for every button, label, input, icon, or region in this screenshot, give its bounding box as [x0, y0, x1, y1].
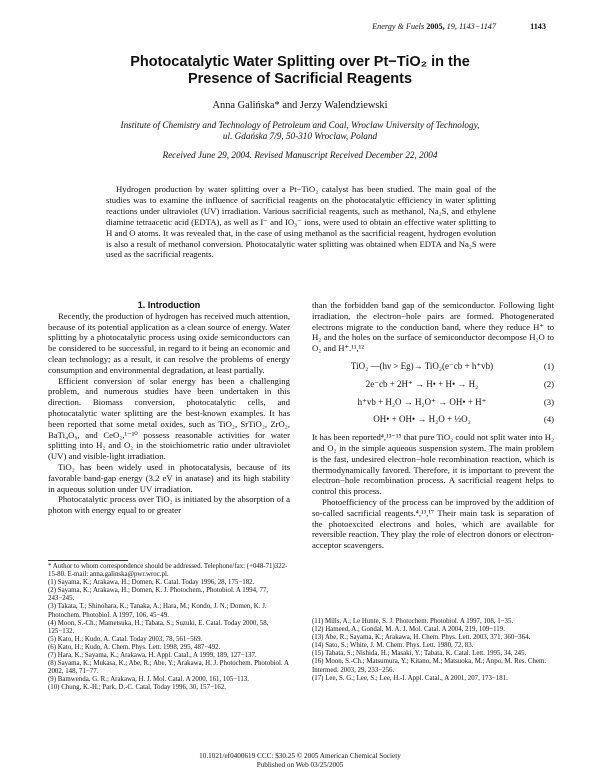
footnote: (14) Sato, S.; White, J. M. Chem. Phys. Lett. 1980, 72, 83. — [312, 642, 474, 650]
left-column — [48, 300, 290, 516]
footnote: (6) Kato, H.; Kudo, A. Chem. Phys. Lett. 1998, 295, 487−492. — [48, 643, 221, 651]
paragraph: Photoefficiency of the process can be improved by the addition of so-called sacrificial reagents.⁴,¹³,¹⁷ Their main task is separation of the photoexcited electrons and holes, which are available for reversible reaction. They play the role of electron donors or electron-acceptor scavengers. — [312, 496, 554, 551]
paragraph: TiO₂ has been widely used in photocatalysis, because of its favorable band-gap energy (3.2 eV in anatase) and its high stability in aqueous solution under UV irradiation. — [48, 461, 290, 494]
footnote: (7) Hara, K.; Sayama, K.; Arakawa, H. Appl. Catal., A 1999, 189, 127−137. — [48, 652, 257, 660]
paragraph: Efficient conversion of solar energy has been a challenging problem, and numerous studies have been undertaken in this direction. Biomass conversion, photocatalytic cells, and photocatalytic water splitting are the best-known examples. It has been reported that some metal oxides, such as TiO₂, SrTiO₂, ZrO₂, BaTi₄O₉, and CeO₂,¹⁻¹⁰ possess reasonable activities for water splitting into H₂ and O₂ in the stoichiometric ratio under ultraviolet (UV) and visible-light irradiation. — [48, 375, 290, 462]
running-header: Energy & Fuels 2005, 19, 1143−1147 — [372, 22, 496, 31]
footnote-rule — [48, 560, 128, 561]
equation: h⁺vb + H₂O → H₂O⁺ → OH• + H⁺ (3) — [357, 396, 554, 407]
footnote: (8) Sayama, K.; Mukasa, K.; Abe, R.; Abe, Y.; Arakawa, H. J. Photochem. Photobiol. A 2002, 148, 71−77. — [48, 660, 289, 676]
footnotes-right — [312, 618, 554, 683]
paragraph: than the forbidden band gap of the semiconductor. Following light irradiation, the electron−hole pairs are formed. Photogenerated electrons migrate to the conduction band, where they reduce H⁺ to H₂ and the holes on the surface of semiconductor decompose H₂O to O₂ and H⁺.¹¹,¹² — [312, 300, 554, 354]
authors: Anna Galińska* and Jerzy Walendziewski — [212, 100, 388, 111]
paragraph: Recently, the production of hydrogen has received much attention, because of its potential application as a clean source of energy. Water splitting by a photocatalytic process using oxide semiconductors can be considered to be successful, in regard to it being an economic and clean technology; as a result, it can resolve the problems of energy consumption and environmental degradation, at least partially. — [48, 310, 290, 375]
footnote: (16) Moon, S.-Ch.; Matsumura, Y.; Kitano, M.; Matsuoka, M.; Anpo, M. Res. Chem. Intermed. 2003, 29, 233−256. — [312, 658, 547, 674]
footnote: (13) Abe, R.; Sayama, K.; Arakawa, H. Chem. Phys. Lett. 2003, 371, 360−364. — [312, 634, 531, 642]
page-number: 1143 — [530, 22, 546, 31]
footnote: (5) Kato, H.; Kudo, A. Catal. Today 2003, 78, 561−569. — [48, 635, 203, 643]
footnote: (4) Moon, S.-Ch.; Mametsuka, H.; Tabata, S.; Suzuki, E. Catal. Today 2000, 58, 125−132. — [48, 619, 269, 635]
footnote: (3) Takata, T.; Shinohara, K.; Tanaka, A.; Hara, M.; Kondo, J. N.; Domen, K. J. Photochem. Photobiol. A 1997, 106, 45−49. — [48, 603, 267, 619]
section-heading: 1. Introduction — [137, 300, 201, 310]
footnote: (9) Bamwenda, G. R.; Arakawa, H. J. Mol. Catal. A 2000, 161, 105−113. — [48, 676, 249, 684]
affiliation: Institute of Chemistry and Technology of Petroleum and Coal, Wroclaw University of Technology, ul. Gdańska 7/9, 50-310 Wroclaw, Poland — [120, 120, 480, 141]
footnote: * Author to whom correspondence should be addressed. Telephone/fax: (+048-71)322-15-80. E-mail: anna.galinska@pwr.wroc.pl. — [48, 563, 288, 579]
footnote: (1) Sayama, K.; Arakawa, H.; Domen, K. Catal. Today 1996, 28, 175−182. — [48, 579, 255, 587]
footnote: (17) Lee, S. G.; Lee, S.; Lee, H.-I. Appl. Catal., A 2001, 207, 173−181. — [312, 674, 508, 682]
footnote: (2) Sayama, K.; Arakawa, H.; Domen, K. J. Photochem., Photobiol. A 1994, 77, 243−245. — [48, 587, 269, 603]
footnotes-left — [48, 563, 290, 693]
equation: OH• + OH• → H₂O + ½O₂ (4) — [373, 414, 554, 425]
page-footer: 10.1021/ef0400619 CCC: $30.25 © 2005 American Chemical Society Published on Web 03/25/2005 — [199, 752, 401, 769]
footnote: (12) Hameed, A.; Gondal, M. A. J. Mol. Catal. A 2004, 219, 109−119. — [312, 626, 505, 634]
received-dates: Received June 29, 2004. Revised Manuscript Received December 22, 2004 — [162, 150, 438, 160]
equation: 2e⁻cb + 2H⁺ → H• + H• → H₂ (2) — [365, 378, 554, 389]
footnote: (11) Mills, A.; Le Hunte, S. J. Photochem. Photobiol. A 1997, 108, 1−35. — [312, 618, 514, 625]
footnote: (15) Tabata, S.; Nishida, H.; Masaki, Y.; Tabata, K. Catal. Lett. 1995, 34, 245. — [312, 650, 527, 658]
paragraph: It has been reported⁴,¹³⁻¹⁵ that pure TiO₂ could not split water into H₂ and O₂ in the simple aqueous suspension system. The main problem is the fast, undesired electron−hole recombination reaction, which is thermodynamically favored. Therefore, it is important to prevent the electron−hole recombination process. A sacrificial reagent helps to control this process. — [312, 432, 554, 497]
right-column — [312, 300, 554, 551]
equation: TiO₂ —(hν > Eg)→ TiO₂(e⁻cb + h⁺vb) (1) — [350, 360, 554, 371]
paragraph: Photocatalytic process over TiO₂ is initiated by the absorption of a photon with energy equal to or greater — [48, 494, 290, 516]
footnote: (10) Chung, K.-H.; Park, D.-C. Catal. Today 1996, 30, 157−162. — [48, 684, 227, 692]
article-title: Photocatalytic Water Splitting over Pt−TiO₂ in the Presence of Sacrificial Reagents — [130, 54, 470, 87]
abstract: Hydrogen production by water splitting over a Pt−TiO₂ catalyst has been studied. The main goal of the studies was to examine the influence of sacrificial reagents on the photocatalytic efficiency in water splitting reactions under ultraviolet (UV) irradiation. Various sacrificial reagents, such as methanol, Na₂S, and ethylene diamine tetraacetic acid (EDTA), as well as I⁻ and IO₃⁻ ions, were used to obtain an effective water splitting to H and O atoms. It was revealed that, in the case of using methanol as the sacrificial reagent, hydrogen evolution is also a result of methanol conversion. Photocatalytic water splitting was obtained when EDTA and Na₂S were used as the sacrificial reagents. — [106, 184, 496, 260]
